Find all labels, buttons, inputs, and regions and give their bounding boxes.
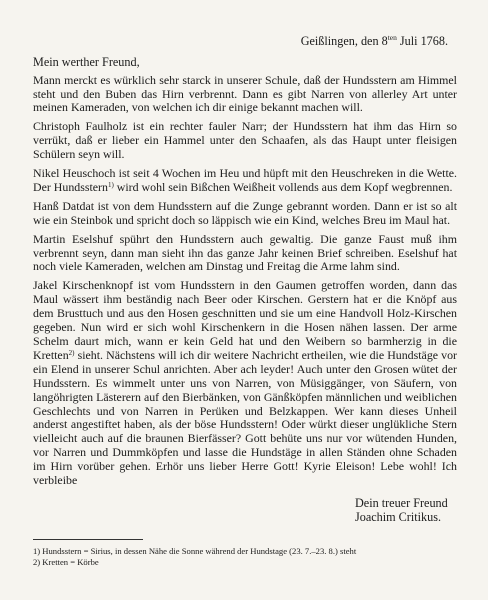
paragraph-text-after: sieht. Nächstens will ich dir weitere Nachricht ertheilen, wie die Hundstäge vor ein Elend in unserer Schul anrichten. Aber ach leyder! Auch unter den Grosen wütet der Hundsstern. Es wimmelt unter uns von Narren, von Müsiggänger, von Säufern, von langöhrigten Lästerern auf den Bierbänken, von Gänßköpfen männlichen und weiblichen Geschlechts und von Narren in Perüken und Belzkappen. Wer kann dieses Unheil anderst angestiftet haben, als der böse Hundsstern! Oder würkt dieser unglükliche Stern vielleicht auch auf die braunen Bierfässer? Gott behüte uns nur vor wütenden Hunden, vor Narren und Dummköpfen und lasse die Hundstäge in allen Ständen ohne Schaden im Hirn vorüber gehen. Erhör uns lieber Herre Gott! Kyrie Eleison! Lebe wohl! Ich verbleibe bbox=[33, 347, 457, 488]
signature: Joachim Critikus. bbox=[355, 510, 441, 525]
paragraph-2 bbox=[33, 120, 457, 162]
closing-line: Dein treuer Freund bbox=[355, 495, 448, 510]
paragraph-1 bbox=[33, 74, 457, 116]
letter-closing bbox=[355, 496, 457, 525]
date-suffix: Juli 1768. bbox=[396, 34, 448, 48]
paragraph-text: Jakel Kirschenknopf ist vom Hundsstern in den Gaumen getroffen worden, dann das Maul wässert ihm beständig nach Beer oder Kirschen. Gerstern hat er die Knöpf aus dem Brusttuch und aus den Hosen geschnitten und sie um eine Handvoll Holz-Kirschen gegeben. Nun wird er sich wohl Kirschenkern in die Hosen nähen lassen. Der arme Schelm daurt mich, wann er kein Geld hat und den Weibern so barmherzig in die Kretten bbox=[33, 278, 457, 362]
paragraph-text: Christoph Faulholz ist ein rechter fauler Narr; der Hundsstern hat ihm das Hirn so verrükt, daß er lieber ein Hammel unter den Schaafen, als das Haupt unter fleisigen Schülern seyn will. bbox=[33, 119, 457, 162]
salutation: Mein werther Freund, bbox=[33, 55, 140, 69]
paragraph-text: Martin Eselshuf spührt den Hundsstern auch gewaltig. Die ganze Faust muß ihm verbrennt seyn, dann man sieht ihn das ganze Jahr keinen Brief schreiben. Eselshuf hat noch viele Kameraden, welchen am Dinstag und Freitag die Arme lahm sind. bbox=[33, 231, 457, 274]
paragraph-text: Hanß Datdat ist von dem Hundsstern auf die Zunge gebrannt worden. Dann er ist so alt wie ein Steinbok und spricht doch so läppisch wie ein Kind, welches Breu im Maul hat. bbox=[33, 198, 457, 227]
footnotes bbox=[33, 546, 463, 568]
date-prefix: Geißlingen, den 8 bbox=[300, 34, 388, 48]
footnote-divider bbox=[33, 539, 143, 540]
letter-dateline bbox=[33, 34, 448, 49]
footnote-2: 2) Kretten = Körbe bbox=[33, 557, 99, 568]
paragraph-4 bbox=[33, 200, 457, 228]
paragraph-3 bbox=[33, 167, 457, 195]
footnote-ref-1: 1) bbox=[107, 180, 114, 189]
footnote-ref-2: 2) bbox=[68, 348, 75, 357]
paragraph-5 bbox=[33, 233, 457, 275]
paragraph-6 bbox=[33, 279, 457, 488]
paragraph-text-after: wird wohl sein Bißchen Weißheit vollends aus dem Kopf wegbrennen. bbox=[113, 179, 453, 194]
date-superscript: ten bbox=[387, 33, 397, 42]
paragraph-text: Mann merckt es würklich sehr starck in unserer Schule, daß der Hundsstern am Himmel steht und den Buben das Hirn verbrennt. Dann es gibt Narren von allerley Art unter meinen Kameraden, von welchen ich dir einige bekannt machen will. bbox=[33, 72, 457, 115]
footnote-1: 1) Hundsstern = Sirius, in dessen Nähe die Sonne während der Hundstage (23. 7.–23. 8.) steht bbox=[33, 546, 357, 556]
paragraph-text: Nikel Heuschoch ist seit 4 Wochen im Heu und hüpft mit den Heuschreken in die Wette. Der Hundsstern bbox=[33, 166, 457, 194]
